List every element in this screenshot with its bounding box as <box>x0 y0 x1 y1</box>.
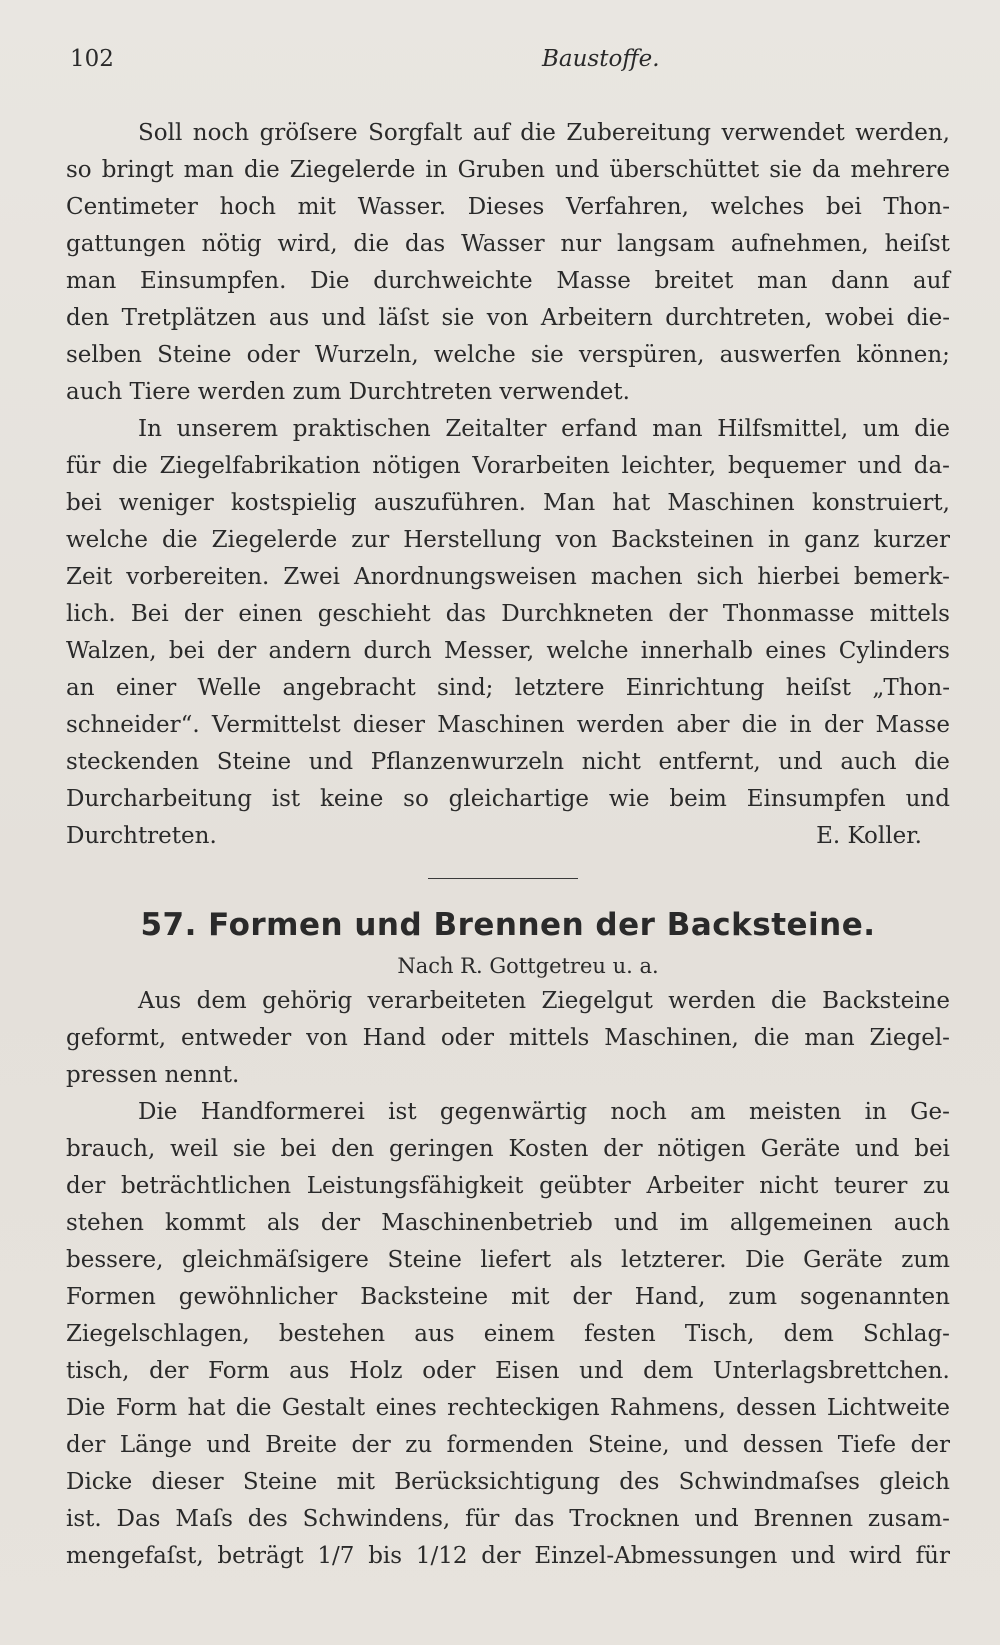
text-line: Dicke dieser Steine mit Berücksichtigung des Schwindmaſses gleich <box>66 1469 950 1495</box>
text-line: pressen nennt. <box>66 1062 240 1088</box>
section-byline: Nach R. Gottgetreu u. a. <box>397 954 659 978</box>
text-line: der Länge und Breite der zu formenden Steine, und dessen Tiefe der <box>66 1432 950 1458</box>
text-line: Centimeter hoch mit Wasser. Dieses Verfahren, welches bei Thon- <box>66 194 950 220</box>
text-line: so bringt man die Ziegelerde in Gruben und überschüttet sie da mehrere <box>66 157 950 183</box>
text-line: brauch, weil sie bei den geringen Kosten der nötigen Geräte und bei <box>66 1136 950 1162</box>
text-line: der beträchtlichen Leistungsfähigkeit geübter Arbeiter nicht teurer zu <box>66 1173 950 1199</box>
text-line: tisch, der Form aus Holz oder Eisen und dem Unterlagsbrettchen. <box>66 1358 950 1384</box>
section-divider <box>428 878 578 879</box>
text-line: schneider“. Vermittelst dieser Maschinen werden aber die in der Masse <box>66 712 950 738</box>
running-header <box>66 46 950 86</box>
text-line: selben Steine oder Wurzeln, welche sie verspüren, auswerfen können; <box>66 342 950 368</box>
text-line: bei weniger kostspielig auszuführen. Man hat Maschinen konstruiert, <box>66 490 950 516</box>
section-2-text <box>66 983 950 1575</box>
text-line: welche die Ziegelerde zur Herstellung von Backsteinen in ganz kurzer <box>66 527 950 553</box>
text-line: Walzen, bei der andern durch Messer, welche innerhalb eines Cylinders <box>66 638 950 664</box>
text-line: Ziegelschlagen, bestehen aus einem festen Tisch, dem Schlag- <box>66 1321 950 1347</box>
text-line: man Einsumpfen. Die durchweichte Masse breitet man dann auf <box>66 268 950 294</box>
text-line: Die Handformerei ist gegenwärtig noch am meisten in Ge- <box>138 1099 950 1125</box>
text-line: an einer Welle angebracht sind; letztere Einrichtung heiſst „Thon- <box>66 675 950 701</box>
text-line: Die Form hat die Gestalt eines rechteckigen Rahmens, dessen Lichtweite <box>66 1395 950 1421</box>
text-line: In unserem praktischen Zeitalter erfand man Hilfsmittel, um die <box>138 416 950 442</box>
text-line: steckenden Steine und Pflanzenwurzeln nicht entfernt, und auch die <box>66 749 950 775</box>
text-line: gattungen nötig wird, die das Wasser nur langsam aufnehmen, heiſst <box>66 231 950 257</box>
text-line: geformt, entweder von Hand oder mittels Maschinen, die man Ziegel- <box>66 1025 950 1051</box>
text-line: stehen kommt als der Maschinenbetrieb und im allgemeinen auch <box>66 1210 950 1236</box>
text-line: Durchtreten. <box>66 823 217 849</box>
page-number: 102 <box>70 46 114 72</box>
text-line: ist. Das Maſs des Schwindens, für das Trocknen und Brennen zusam- <box>66 1506 950 1532</box>
section-1-text <box>66 115 950 855</box>
author-name: E. Koller. <box>816 823 922 849</box>
page-body <box>66 115 950 1575</box>
text-line: mengefaſst, beträgt 1/7 bis 1/12 der Einzel-Abmessungen und wird für <box>66 1543 950 1569</box>
text-line: lich. Bei der einen geschieht das Durchkneten der Thonmasse mittels <box>66 601 950 627</box>
text-line: auch Tiere werden zum Durchtreten verwendet. <box>66 379 630 405</box>
text-line: Aus dem gehörig verarbeiteten Ziegelgut werden die Backsteine <box>138 988 950 1014</box>
text-line: Zeit vorbereiten. Zwei Anordnungsweisen machen sich hierbei bemerk- <box>66 564 950 590</box>
running-title: Baustoffe. <box>542 46 660 72</box>
text-line: Durcharbeitung ist keine so gleichartige wie beim Einsumpfen und <box>66 786 950 812</box>
text-line: für die Ziegelfabrikation nötigen Vorarbeiten leichter, bequemer und da- <box>66 453 950 479</box>
text-line: Soll noch gröſsere Sorgfalt auf die Zubereitung verwendet werden, <box>138 120 950 146</box>
text-line: bessere, gleichmäſsigere Steine liefert als letzterer. Die Geräte zum <box>66 1247 950 1273</box>
section-heading: 57. Formen und Brennen der Backsteine. <box>140 907 876 943</box>
text-line: Formen gewöhnlicher Backsteine mit der Hand, zum sogenannten <box>66 1284 950 1310</box>
text-line: den Tretplätzen aus und läſst sie von Arbeitern durchtreten, wobei die- <box>66 305 950 331</box>
